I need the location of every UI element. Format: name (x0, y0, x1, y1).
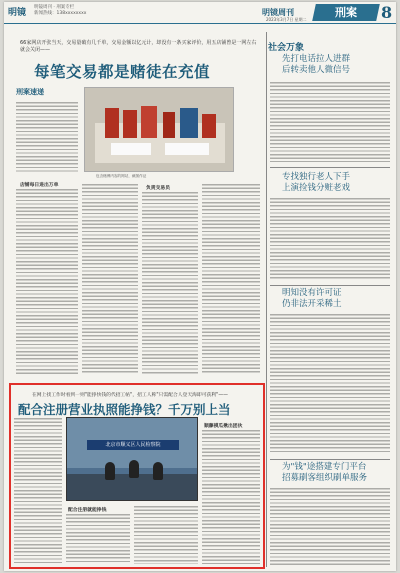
lead-headline: 每笔交易都是赌徒在充值 (34, 62, 211, 81)
right-item-title (282, 462, 367, 484)
body-text-block (66, 514, 130, 564)
feature-headline: 配合注册营业执照能挣钱？千万别上当 (18, 402, 231, 417)
body-text-block (82, 184, 138, 374)
feature-subhead: 配合注册就能挣钱 (68, 508, 107, 513)
newspaper-page (4, 2, 396, 571)
body-text-block (16, 102, 78, 172)
feature-photo (66, 417, 198, 501)
paper-name: 明镜周刊 (262, 8, 294, 17)
photo-banner: 北京市顺义区人民检察院 (87, 440, 179, 450)
feature-intro: 在网上找工作时看到一则"能挣快钱的代招工帖"，招工人称"只需配合人登天海即可获利"—— (32, 393, 228, 398)
body-text-block (134, 506, 198, 564)
body-text-block (142, 192, 198, 374)
lead-subhead: 负责交易员 (146, 186, 170, 191)
lead-intro: 66家网店开张当天，交易量破有几千单，交易金额以亿元计，却没有一条买家评价，用五店铺曾是一网左右就会关闭—— (20, 40, 257, 53)
right-item-title (282, 288, 342, 310)
body-text-block (270, 198, 390, 280)
photo-desk (67, 474, 198, 501)
right-item-title-text: 明知没有许可证 (282, 288, 342, 298)
body-text-block (14, 418, 62, 563)
person-figure (105, 462, 115, 480)
issue-date: 2023年3月7日 星期二 (266, 17, 307, 22)
section-badge (312, 4, 380, 21)
masthead-meta-line: 明镜周刊 · 刑案专栏 (34, 5, 75, 10)
right-item-title-text: 后转卖他人微信号 (282, 65, 351, 75)
person-figure (153, 462, 163, 480)
right-item-title-text: 专找独行老人下手 (282, 172, 351, 182)
lead-photo (84, 87, 234, 172)
page-number: 8 (381, 3, 393, 22)
body-text-block (202, 184, 260, 374)
body-text-block (16, 189, 78, 374)
body-text-block (270, 314, 390, 454)
right-column-head: 社会万象 (268, 43, 305, 53)
right-item-title-text: 为"钱"途搭建专门平台 (282, 462, 367, 472)
body-text-block (202, 430, 260, 564)
item-divider (270, 167, 390, 168)
right-item-title-text: 招募刷客组织刷单服务 (282, 473, 368, 483)
right-item-title (282, 172, 350, 194)
column-divider (266, 32, 267, 567)
body-text-block (270, 82, 390, 162)
masthead-meta-line: 新闻热线：138xxxxxxxx (34, 11, 87, 16)
right-item-title-text: 先打电话拉人进群 (282, 54, 351, 64)
person-figure (129, 460, 139, 478)
masthead (4, 2, 396, 24)
masthead-logo: 明镜 (8, 8, 27, 18)
evidence-items-illustration (85, 88, 235, 173)
item-divider (270, 459, 390, 460)
right-item-title-text: 仍非法开采稀土 (282, 299, 342, 309)
column-label: 刑案速递 (16, 88, 44, 96)
right-item-title-text: 上演捡钱分赃老戏 (282, 183, 351, 193)
masthead-meta (34, 5, 86, 17)
lead-subhead: 店铺每日进出万单 (20, 183, 59, 188)
section-label: 刑案 (335, 6, 357, 19)
photo-caption: 包含赌博内容的网站，截图作证 (96, 174, 147, 178)
feature-subhead: 顺藤摸瓜揪出团伙 (204, 424, 243, 429)
body-text-block (270, 488, 390, 566)
right-item-title (282, 54, 350, 76)
item-divider (270, 285, 390, 286)
